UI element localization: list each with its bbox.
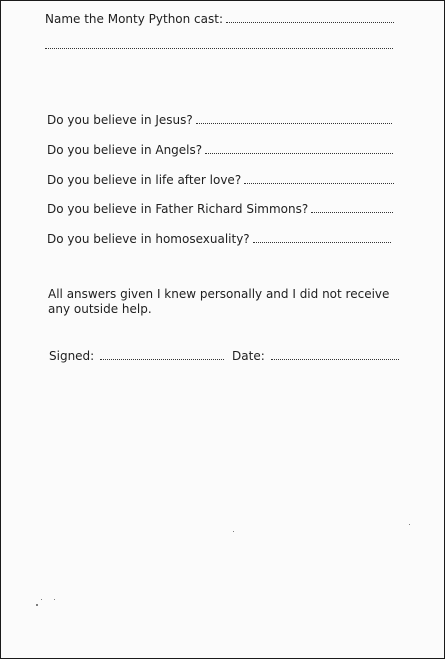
question-simmons-answer-line[interactable]	[311, 201, 393, 213]
question-afterlife-answer-line[interactable]	[244, 172, 394, 184]
scan-speck	[233, 531, 234, 532]
scan-speck	[41, 599, 42, 600]
question-jesus-row	[47, 112, 392, 127]
date-label: Date:	[232, 349, 265, 363]
scan-speck	[54, 599, 55, 600]
monty-python-cast-answer-line[interactable]	[226, 11, 394, 23]
scan-speck	[36, 604, 38, 606]
declaration-text: All answers given I knew personally and I did not receive any outside help.	[48, 287, 390, 316]
question-afterlife-label: Do you believe in life after love?	[47, 173, 242, 187]
signed-label: Signed:	[49, 349, 95, 363]
monty-python-cast-row	[45, 11, 394, 26]
question-afterlife-row	[47, 172, 394, 187]
scan-speck	[409, 524, 410, 525]
question-jesus-answer-line[interactable]	[196, 112, 392, 124]
question-angels-label: Do you believe in Angels?	[47, 143, 203, 157]
question-simmons-row	[47, 201, 393, 216]
monty-python-cast-continuation-row	[45, 37, 393, 52]
question-simmons-label: Do you believe in Father Richard Simmons?	[47, 202, 309, 216]
question-homosexuality-label: Do you believe in homosexuality?	[47, 232, 250, 246]
signature-line[interactable]	[100, 348, 224, 360]
question-angels-answer-line[interactable]	[205, 142, 393, 154]
monty-python-cast-label: Name the Monty Python cast:	[45, 12, 224, 26]
question-angels-row	[47, 142, 393, 157]
question-homosexuality-answer-line[interactable]	[253, 231, 391, 243]
signature-row	[49, 348, 399, 363]
question-homosexuality-row	[47, 231, 391, 246]
question-jesus-label: Do you believe in Jesus?	[47, 113, 193, 127]
monty-python-cast-answer-line-2[interactable]	[45, 37, 393, 49]
date-line[interactable]	[271, 348, 399, 360]
